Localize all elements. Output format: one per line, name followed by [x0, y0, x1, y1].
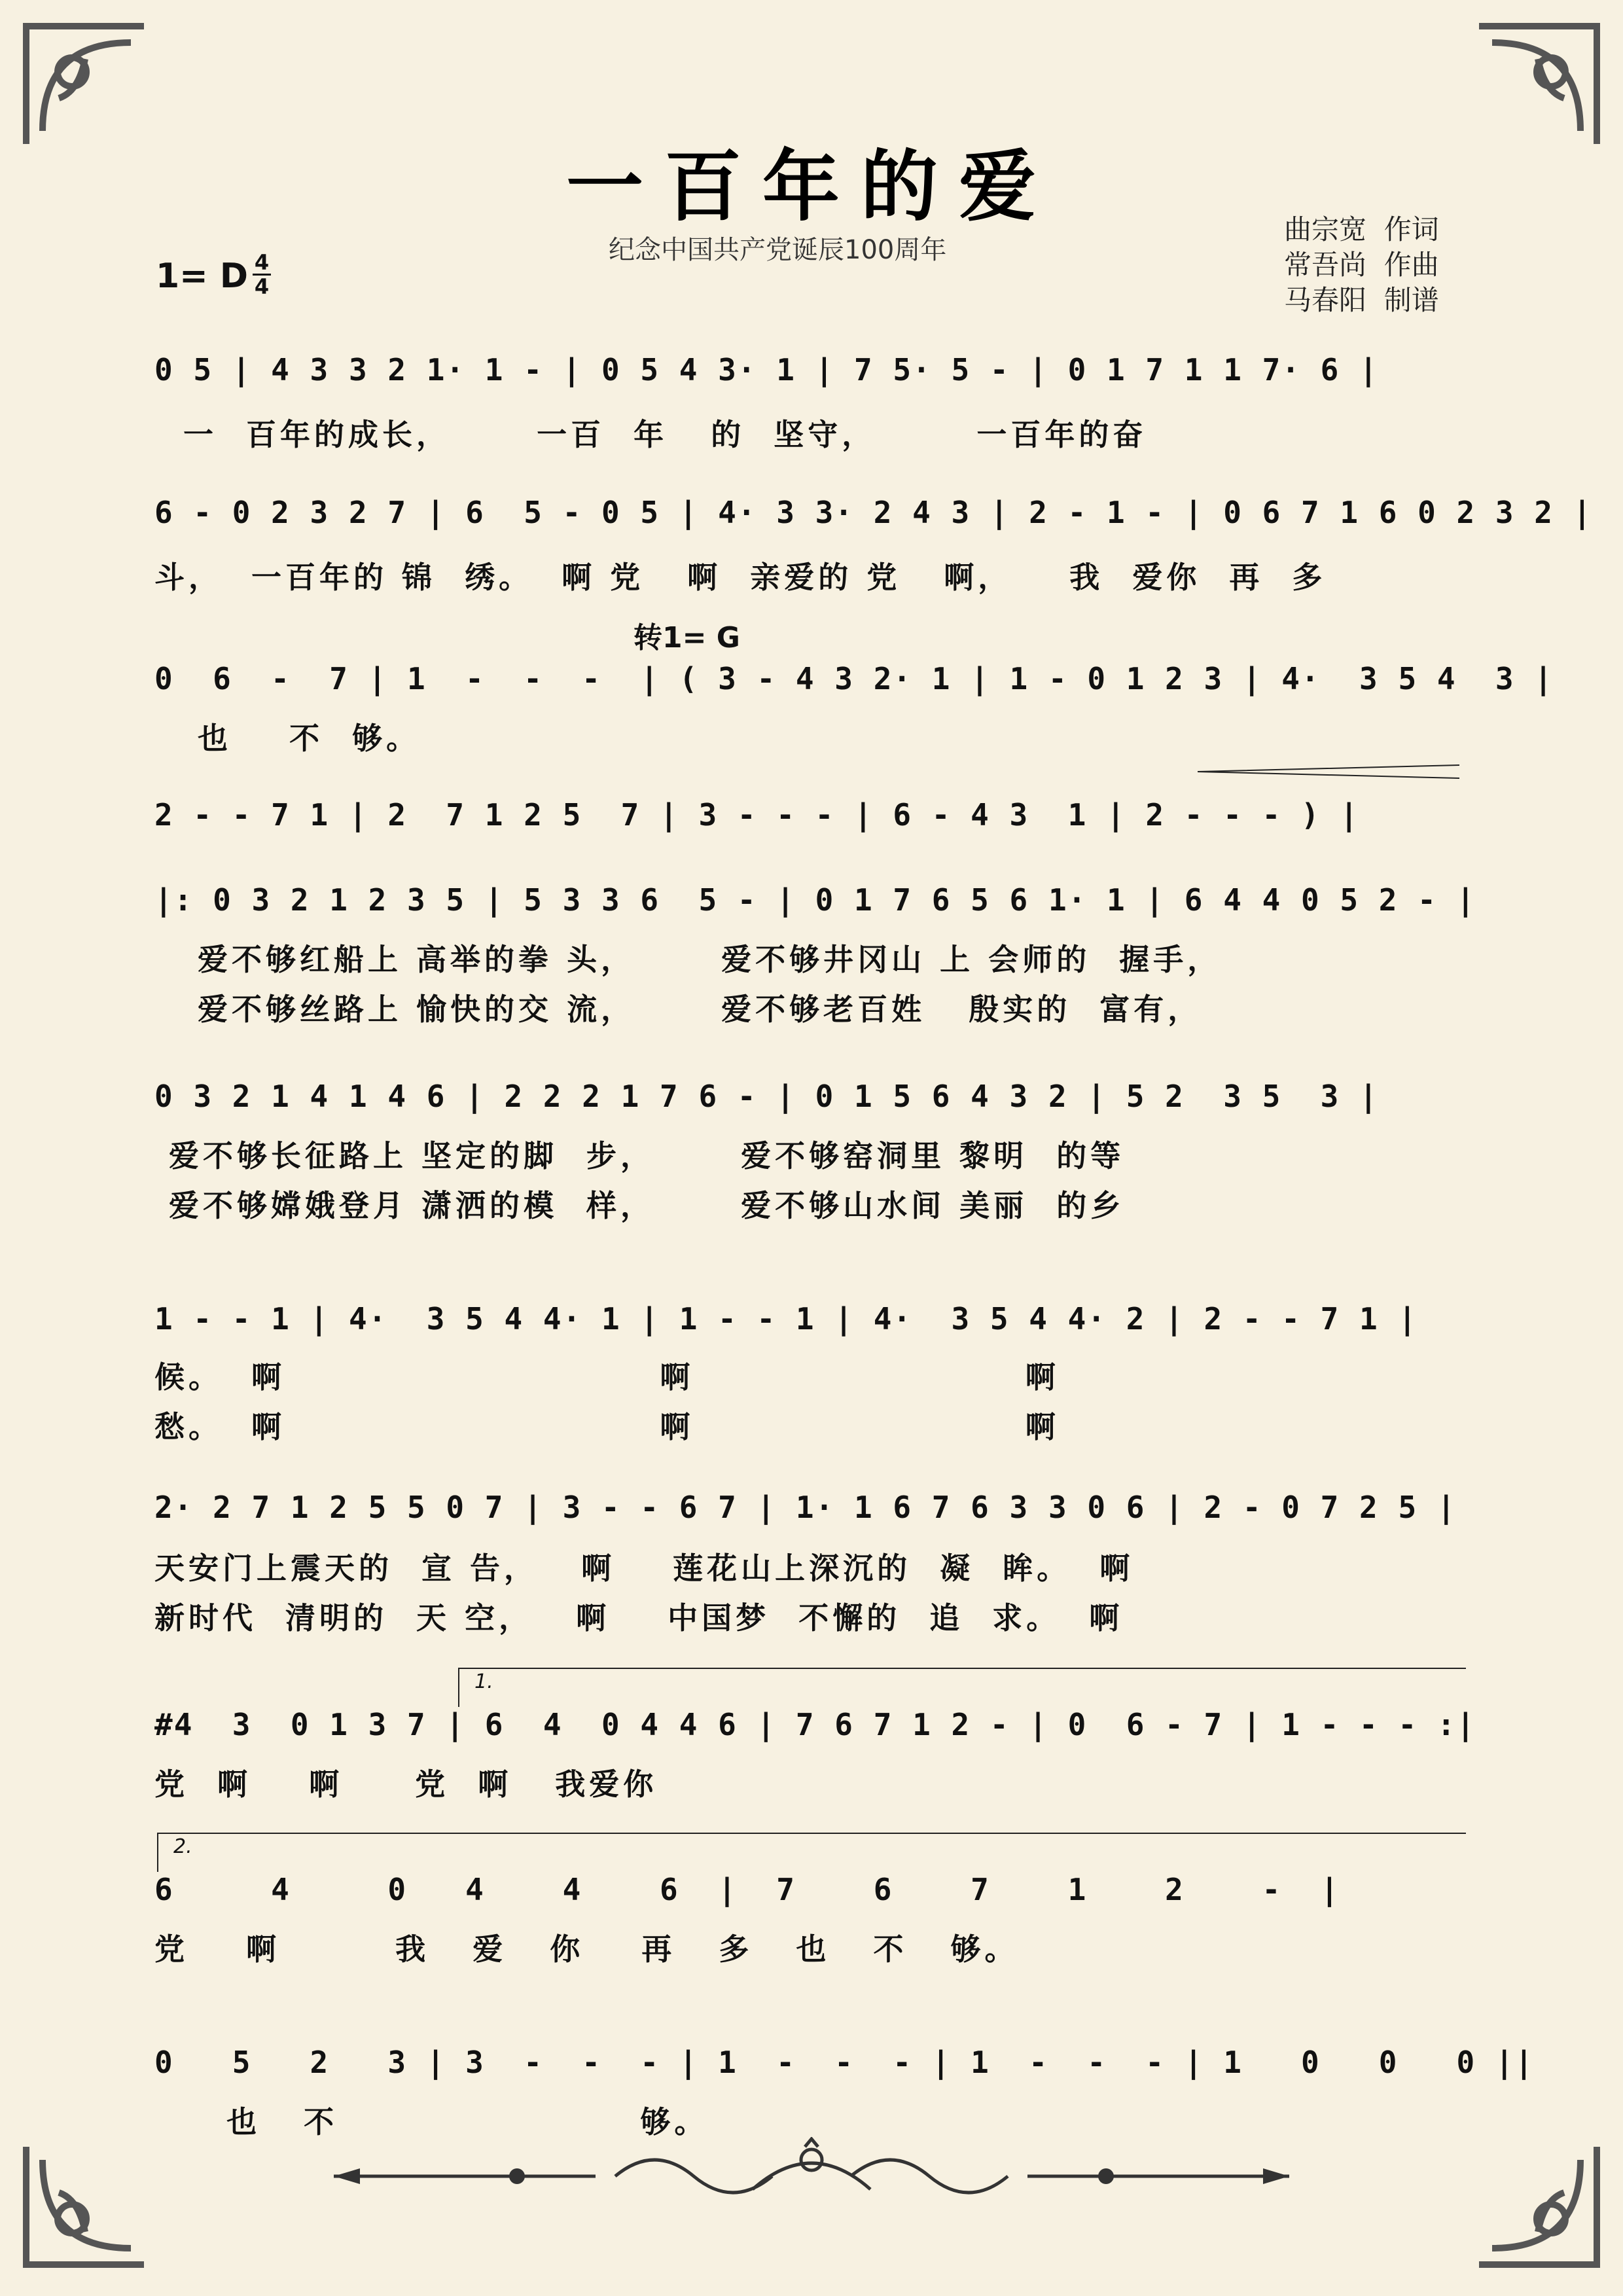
lyric-line: 候。 啊 啊 啊	[154, 1359, 1060, 1395]
volta-1-bracket-edge	[458, 1668, 459, 1707]
notation-row: 0 5 2 3 | 3 - - - | 1 - - - | 1 - - - | 1 0 0 0 ||	[154, 2045, 1535, 2080]
subtitle: 纪念中国共产党诞辰100周年	[609, 235, 947, 265]
lyric-line: 也 不 够。	[154, 2104, 709, 2140]
credit-arranger: 马春阳 制谱	[1284, 284, 1439, 316]
lyric-line: 党 啊 我 爱 你 再 多 也 不 够。	[154, 1931, 1019, 1967]
ornate-corner-icon	[1472, 2140, 1603, 2271]
notation-row: 0 5 | 4 3 3 2 1· 1 - | 0 5 4 3· 1 | 7 5· 5 - | 0 1 7 1 1 7· 6 |	[154, 352, 1379, 387]
lyric-line: 一 百年的成长， 一百 年 的 坚守， 一百年的奋	[154, 417, 1147, 452]
notation-row: 6 4 0 4 4 6 | 7 6 7 1 2 - |	[154, 1872, 1340, 1907]
notation-row: 2· 2 7 1 2 5 5 0 7 | 3 - - 6 7 | 1· 1 6 7 6 3 3 0 6 | 2 - 0 7 2 5 |	[154, 1490, 1457, 1525]
volta-2-bracket	[157, 1833, 1466, 1834]
notation-row: 2 - - 7 1 | 2 7 1 2 5 7 | 3 - - - | 6 - 4 3 1 | 2 - - - ) |	[154, 797, 1360, 833]
volta-2-label: 2.	[173, 1835, 192, 1858]
volta-2-bracket-edge	[157, 1833, 158, 1872]
time-signature-bottom: 4	[254, 274, 270, 299]
lyric-line: 愁。 啊 啊 啊	[154, 1409, 1060, 1444]
notation-row: #4 3 0 1 3 7 | 6 4 0 4 4 6 | 7 6 7 1 2 - | 0 6 - 7 | 1 - - - :|	[154, 1707, 1476, 1742]
ornate-corner-icon	[20, 2140, 151, 2271]
time-signature-top: 4	[254, 250, 270, 275]
lyric-line: 斗， 一百年的 锦 绣。 啊 党 啊 亲爱的 党 啊， 我 爱你 再 多	[154, 560, 1327, 595]
lyric-line: 党 啊 啊 党 啊 我爱你	[154, 1767, 658, 1802]
modulation-label: 转1= G	[633, 621, 740, 655]
notation-row: 6 - 0 2 3 2 7 | 6 5 - 0 5 | 4· 3 3· 2 4 3 | 2 - 1 - | 0 6 7 1 6 0 2 3 2 |	[154, 495, 1593, 530]
volta-1-label: 1.	[474, 1670, 493, 1693]
key-signature: 1= D	[156, 257, 249, 296]
notation-row: 0 3 2 1 4 1 4 6 | 2 2 2 1 7 6 - | 0 1 5 6 4 3 2 | 5 2 3 5 3 |	[154, 1079, 1379, 1114]
credit-lyricist: 曲宗宽 作词	[1284, 213, 1439, 245]
lyric-line: 爱不够红船上 高举的拳 头， 爱不够井冈山 上 会师的 握手，	[154, 942, 1222, 977]
credit-composer: 常吾尚 作曲	[1284, 249, 1439, 281]
page-title: 一百年的爱	[565, 141, 1057, 232]
notation-row: 1 - - 1 | 4· 3 5 4 4· 1 | 1 - - 1 | 4· 3 5 4 4· 2 | 2 - - 7 1 |	[154, 1301, 1418, 1336]
lyric-line: 爱不够嫦娥登月 潇洒的模 样， 爱不够山水间 美丽 的乡	[154, 1188, 1125, 1223]
lyric-line: 天安门上震天的 宣 告， 啊 莲花山上深沉的 凝 眸。 啊	[154, 1551, 1134, 1586]
time-signature	[253, 251, 271, 298]
volta-1-bracket	[458, 1668, 1466, 1669]
notation-row: 0 6 - 7 | 1 - - - | ( 3 - 4 3 2· 1 | 1 - 0 1 2 3 | 4· 3 5 4 3 |	[154, 661, 1554, 696]
lyric-line: 爱不够长征路上 坚定的脚 步， 爱不够窑洞里 黎明 的等	[154, 1138, 1125, 1174]
lyric-line: 爱不够丝路上 愉快的交 流， 爱不够老百姓 殷实的 富有，	[154, 992, 1202, 1027]
lyric-line: 新时代 清明的 天 空， 啊 中国梦 不懈的 追 求。 啊	[154, 1600, 1124, 1636]
flourish-divider-icon	[321, 2137, 1302, 2209]
notation-row: |: 0 3 2 1 2 3 5 | 5 3 3 6 5 - | 0 1 7 6 5 6 1· 1 | 6 4 4 0 5 2 - |	[154, 882, 1476, 918]
lyric-line: 也 不 够。	[154, 721, 421, 756]
crescendo-hairpin	[1198, 762, 1459, 781]
